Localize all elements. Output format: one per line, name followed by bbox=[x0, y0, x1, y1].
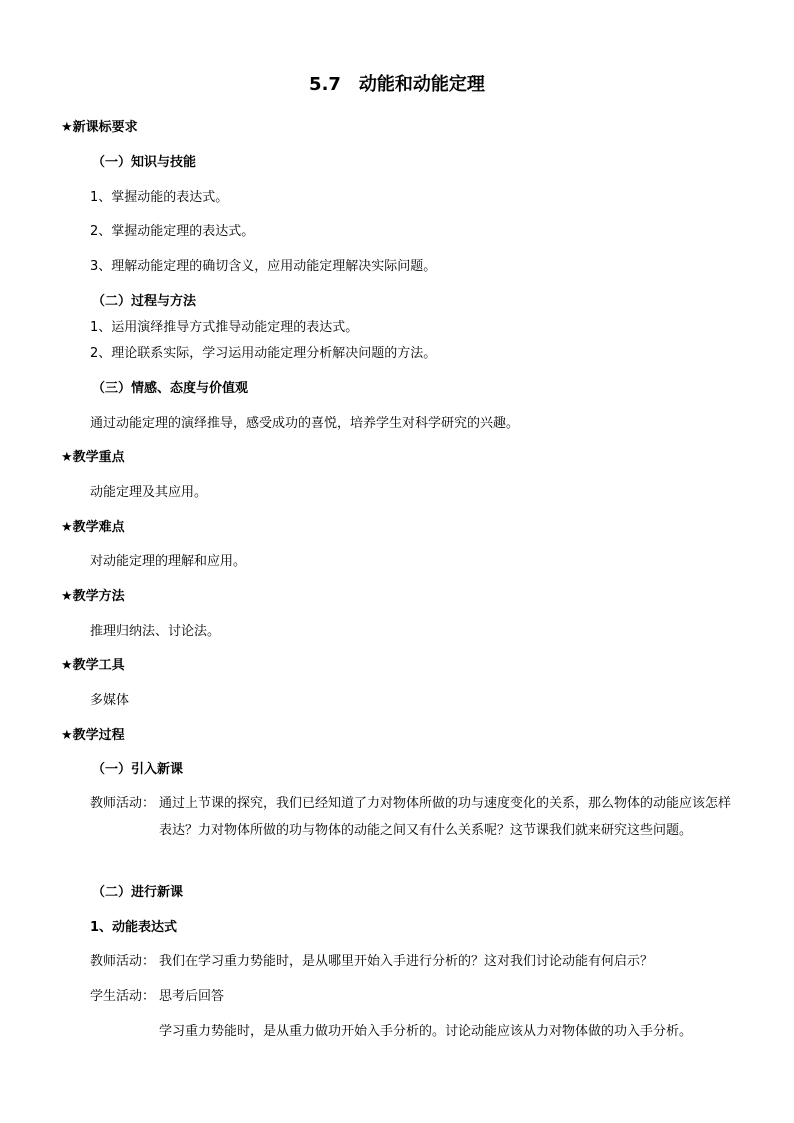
subheading-process: （二）过程与方法 bbox=[92, 294, 197, 309]
paragraph: 对动能定理的理解和应用。 bbox=[90, 554, 247, 569]
section-heading-requirements: ★新课标要求 bbox=[61, 120, 138, 135]
list-item: 1、运用演绎推导方式推导动能定理的表达式。 bbox=[90, 320, 359, 335]
list-item: 2、掌握动能定理的表达式。 bbox=[90, 224, 255, 239]
section-heading-process: ★教学过程 bbox=[61, 728, 125, 743]
section-heading-focus: ★教学重点 bbox=[61, 450, 125, 465]
section-heading-tools: ★教学工具 bbox=[61, 658, 125, 673]
subheading-emotion: （三）情感、态度与价值观 bbox=[92, 381, 249, 396]
subsection-heading: 1、动能表达式 bbox=[90, 920, 178, 935]
list-item: 2、理论联系实际，学习运用动能定理分析解决问题的方法。 bbox=[90, 346, 437, 361]
document-title: 5.7 动能和动能定理 bbox=[309, 74, 485, 95]
student-activity-text: 思考后回答 bbox=[159, 989, 225, 1004]
student-activity-label: 学生活动： bbox=[90, 989, 156, 1004]
subheading-new-lesson: （二）进行新课 bbox=[92, 885, 184, 900]
paragraph: 动能定理及其应用。 bbox=[90, 485, 208, 500]
section-heading-methods: ★教学方法 bbox=[61, 589, 125, 604]
teacher-activity-text: 我们在学习重力势能时，是从哪里开始入手进行分析的？这对我们讨论动能有何启示？ bbox=[159, 954, 654, 969]
teacher-activity-text: 通过上节课的探究，我们已经知道了力对物体所做的功与速度变化的关系，那么物体的动能应该怎样表达？力对物体所做的功与物体的动能之间又有什么关系呢？这节课我们就来研究这些问题。 bbox=[159, 796, 732, 838]
paragraph: 推理归纳法、讨论法。 bbox=[90, 624, 221, 639]
paragraph: 多媒体 bbox=[90, 693, 130, 708]
subheading-intro: （一）引入新课 bbox=[92, 762, 184, 777]
subheading-knowledge: （一）知识与技能 bbox=[92, 155, 197, 170]
paragraph: 通过动能定理的演绎推导，感受成功的喜悦，培养学生对科学研究的兴趣。 bbox=[90, 416, 520, 431]
list-item: 1、掌握动能的表达式。 bbox=[90, 190, 229, 205]
answer-paragraph: 学习重力势能时，是从重力做功开始入手分析的。讨论动能应该从力对物体做的功入手分析。 bbox=[159, 1024, 693, 1039]
section-heading-difficulty: ★教学难点 bbox=[61, 520, 125, 535]
teacher-activity-label: 教师活动： bbox=[90, 954, 156, 969]
teacher-activity-label: 教师活动： bbox=[90, 796, 156, 811]
list-item: 3、理解动能定理的确切含义，应用动能定理解决实际问题。 bbox=[90, 259, 437, 274]
